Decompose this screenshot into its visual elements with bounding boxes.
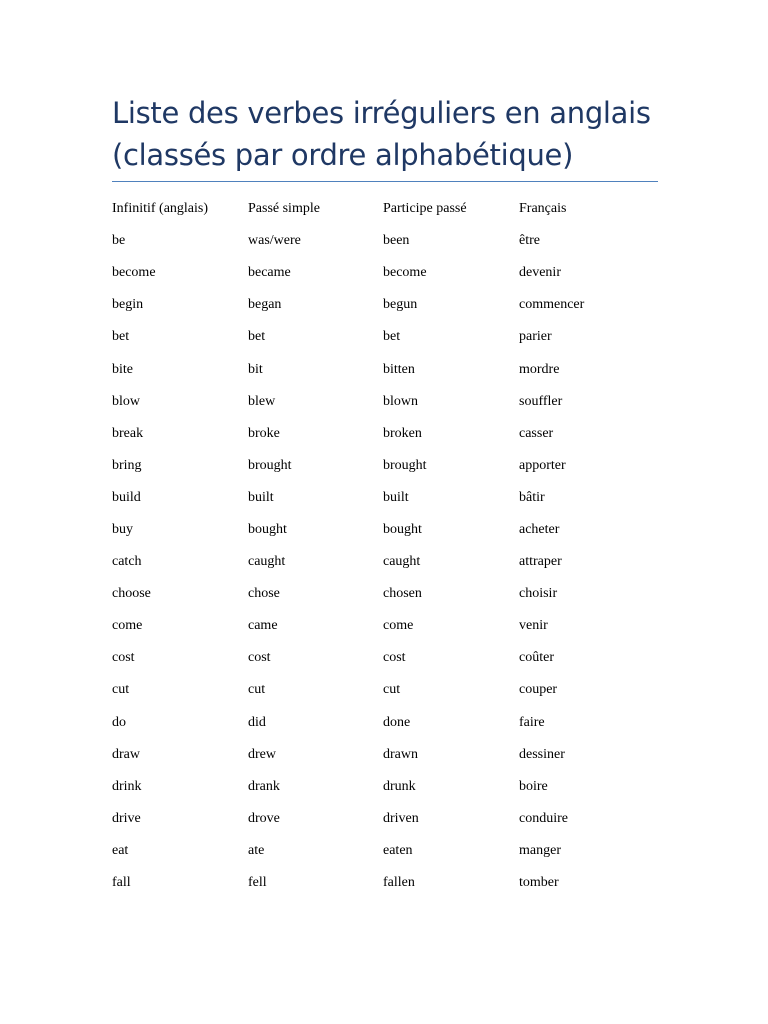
cell-french: dessiner [519,746,565,762]
header-infinitive: Infinitif (anglais) [112,201,209,217]
table-row [112,578,672,610]
cell-french: choisir [519,586,558,602]
cell-infinitive: bring [112,457,142,473]
cell-past-participle: chosen [383,586,422,602]
cell-infinitive: come [112,618,143,634]
cell-past-simple: blew [248,393,276,409]
cell-infinitive: bite [112,361,133,377]
cell-french: parier [519,329,552,345]
cell-past-simple: cost [248,650,271,666]
cell-french: faire [519,714,545,730]
cell-past-participle: begun [383,297,418,313]
cell-french: casser [519,425,554,441]
title-line-2: (classés par ordre alphabétique) [112,138,574,172]
cell-past-simple: began [248,297,282,313]
page-title [112,92,672,176]
header-past-simple: Passé simple [248,201,320,217]
cell-past-simple: bought [248,521,287,537]
cell-past-simple: caught [248,554,286,570]
cell-infinitive: build [112,489,141,505]
table-header-row [112,193,672,225]
cell-french: acheter [519,521,560,537]
cell-infinitive: draw [112,746,140,762]
cell-infinitive: eat [112,842,129,858]
title-line-1: Liste des verbes irréguliers en anglais [112,96,651,130]
cell-infinitive: become [112,265,156,281]
cell-past-participle: cost [383,650,406,666]
table-body [112,225,672,899]
cell-past-participle: caught [383,554,421,570]
irregular-verbs-table [112,193,672,899]
cell-infinitive: be [112,233,126,249]
cell-french: venir [519,618,548,634]
cell-past-participle: come [383,618,414,634]
cell-infinitive: choose [112,586,151,602]
cell-past-participle: built [383,489,409,505]
cell-past-simple: became [248,265,291,281]
cell-past-participle: bought [383,521,422,537]
cell-past-simple: drove [248,810,280,826]
cell-infinitive: buy [112,521,133,537]
cell-french: mordre [519,361,560,377]
cell-french: couper [519,682,558,698]
cell-infinitive: cut [112,682,130,698]
cell-french: être [519,233,540,249]
cell-infinitive: bet [112,329,130,345]
cell-infinitive: catch [112,554,142,570]
cell-past-simple: cut [248,682,266,698]
cell-infinitive: begin [112,297,144,313]
cell-past-participle: cut [383,682,401,698]
header-past-participle: Participe passé [383,201,467,217]
cell-past-participle: become [383,265,427,281]
cell-infinitive: drive [112,810,141,826]
table-row [112,642,672,674]
cell-past-simple: came [248,618,278,634]
table-row [112,386,672,418]
cell-infinitive: fall [112,875,131,891]
table-row [112,803,672,835]
table-row [112,546,672,578]
table-row [112,739,672,771]
table-row [112,418,672,450]
cell-past-simple: did [248,714,266,730]
table-row [112,610,672,642]
header-french: Français [519,201,567,217]
cell-past-participle: drunk [383,778,416,794]
cell-past-simple: drew [248,746,276,762]
table-row [112,450,672,482]
title-underline-rule [112,181,658,182]
cell-past-participle: fallen [383,875,415,891]
cell-infinitive: drink [112,778,142,794]
cell-past-participle: blown [383,393,418,409]
table-row [112,482,672,514]
table-row [112,257,672,289]
cell-french: conduire [519,810,568,826]
cell-past-simple: broke [248,425,280,441]
cell-past-participle: eaten [383,842,413,858]
cell-past-participle: driven [383,810,419,826]
cell-past-participle: been [383,233,410,249]
table-row [112,771,672,803]
cell-french: tomber [519,875,559,891]
table-row [112,867,672,899]
cell-infinitive: blow [112,393,140,409]
table-row [112,353,672,385]
cell-past-participle: drawn [383,746,418,762]
cell-french: commencer [519,297,585,313]
cell-past-simple: built [248,489,274,505]
cell-past-simple: fell [248,875,267,891]
cell-french: devenir [519,265,561,281]
cell-infinitive: cost [112,650,135,666]
cell-past-simple: was/were [248,233,301,249]
cell-past-simple: bit [248,361,263,377]
cell-french: bâtir [519,489,545,505]
cell-past-simple: drank [248,778,280,794]
table-row [112,289,672,321]
cell-past-participle: brought [383,457,427,473]
table-row [112,514,672,546]
cell-french: manger [519,842,561,858]
cell-infinitive: do [112,714,126,730]
cell-past-participle: done [383,714,411,730]
cell-past-participle: broken [383,425,422,441]
table-row [112,674,672,706]
cell-past-simple: bet [248,329,266,345]
cell-past-simple: ate [248,842,265,858]
cell-french: apporter [519,457,566,473]
cell-french: coûter [519,650,554,666]
cell-past-participle: bitten [383,361,415,377]
cell-past-simple: chose [248,586,280,602]
cell-past-participle: bet [383,329,401,345]
table-row [112,707,672,739]
cell-french: attraper [519,554,562,570]
cell-infinitive: break [112,425,144,441]
cell-french: boire [519,778,548,794]
cell-french: souffler [519,393,563,409]
table-row [112,225,672,257]
table-row [112,321,672,353]
cell-past-simple: brought [248,457,292,473]
table-row [112,835,672,867]
